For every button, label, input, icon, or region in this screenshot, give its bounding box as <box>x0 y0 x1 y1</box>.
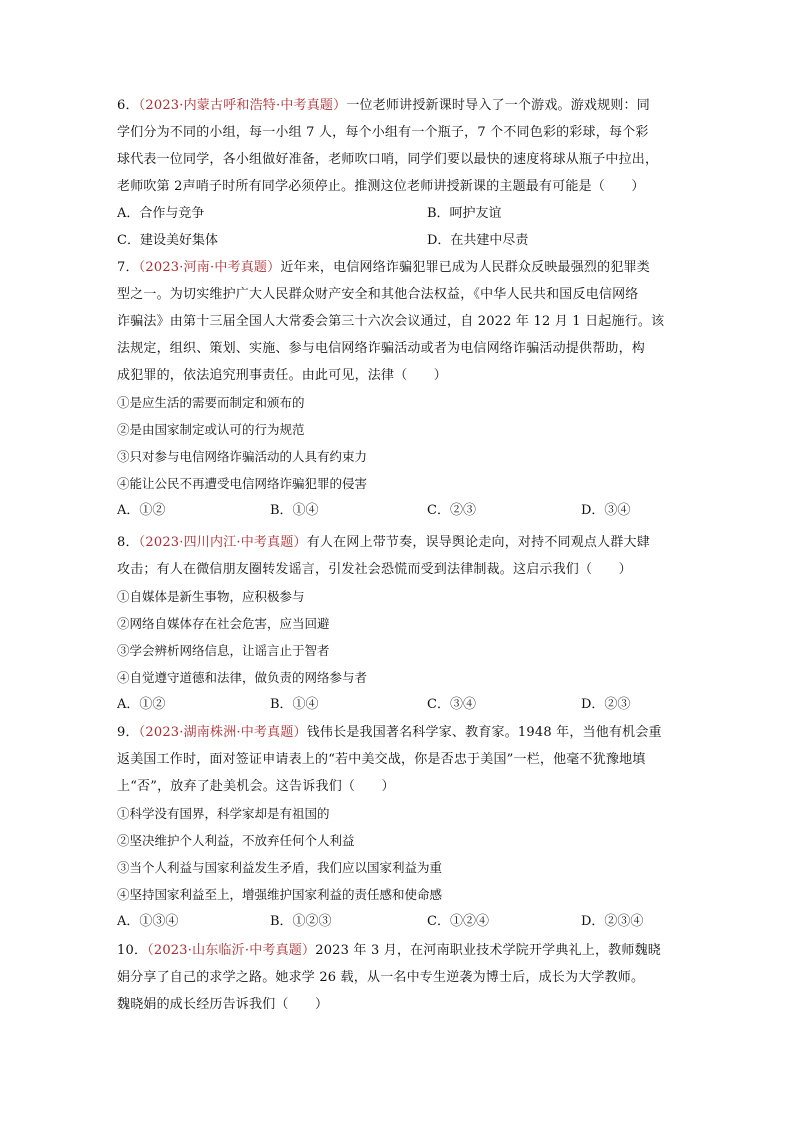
statement: ②网络自媒体存在社会危害，应当回避 <box>117 616 330 631</box>
option-c[interactable]: C．建设美好集体 <box>117 233 218 248</box>
question-source: （2023·内蒙古呼和浩特·中考真题） <box>138 98 347 113</box>
question-text: 钱伟长是我国著名科学家、教育家。1948 年，当他有机会重 <box>306 725 662 740</box>
option-d[interactable]: D．②③ <box>581 697 631 712</box>
question-text: 娟分享了自己的求学之路。她求学 26 载，从一名中专生逆袭为博士后，成长为大学教师。 <box>117 970 645 985</box>
question-text: 老师吹第 2声哨子时所有同学必须停止。推测这位老师讲授新课的主题最有可能是（ ） <box>117 179 645 194</box>
statement: ④能让公民不再遭受电信网络诈骗犯罪的侵害 <box>117 476 368 491</box>
option-b[interactable]: B．呵护友谊 <box>427 206 502 221</box>
question-text: 魏晓娟的成长经历告诉我们（ ） <box>117 997 329 1012</box>
question-text: 成犯罪的，依法追究刑事责任。由此可见，法律（ ） <box>117 368 448 383</box>
statement: ②坚决维护个人利益，不放弃任何个人利益 <box>117 833 355 848</box>
option-a[interactable]: A．①② <box>117 697 166 712</box>
statement: ③当个人利益与国家利益发生矛盾，我们应以国家利益为重 <box>117 860 443 875</box>
question-source: （2023·四川内江·中考真题） <box>138 535 307 550</box>
statement: ①科学没有国界，科学家却是有祖国的 <box>117 806 330 821</box>
question-7 <box>117 254 679 524</box>
question-line <box>117 529 679 556</box>
question-9 <box>117 719 679 935</box>
option-b[interactable]: B．①④ <box>270 503 319 518</box>
question-number: 7． <box>117 260 139 275</box>
option-row <box>117 227 679 254</box>
question-text: 法规定，组织、策划、实施、参与电信网络诈骗活动或者为电信网络诈骗活动提供帮助，构 <box>117 341 646 356</box>
question-line <box>117 937 679 964</box>
question-number: 8． <box>117 535 139 550</box>
question-text: 上“否”，放弃了赴美机会。这告诉我们（ ） <box>117 779 395 794</box>
option-row <box>117 200 679 227</box>
statement: ①自媒体是新生事物，应积极参与 <box>117 589 305 604</box>
question-line <box>117 254 679 281</box>
question-text: 学们分为不同的小组，每一小组 7 人，每个小组有一个瓶子，7 个不同色彩的彩球，每个彩 <box>117 125 649 140</box>
question-text: 攻击；有人在微信朋友圈转发谣言，引发社会恐慌而受到法律制裁。这启示我们（ ） <box>117 562 632 577</box>
statement: ②是由国家制定或认可的行为规范 <box>117 422 305 437</box>
statement: ③只对参与电信网络诈骗活动的人具有约束力 <box>117 449 368 464</box>
option-d[interactable]: D．③④ <box>581 503 631 518</box>
question-text: 返美国工作时，面对签证申请表上的“若中美交战，你是否忠于美国”一栏，他毫不犹豫地填 <box>117 752 646 767</box>
option-a[interactable]: A．①② <box>117 503 166 518</box>
question-text: 球代表一位同学，各小组做好准备，老师吹口哨，同学们要以最快的速度将球从瓶子中拉出， <box>117 152 659 167</box>
question-text: 2023 年 3 月，在河南职业技术学院开学典礼上，教师魏晓 <box>315 943 661 958</box>
option-b[interactable]: B．①②③ <box>270 914 332 929</box>
option-b[interactable]: B．①④ <box>270 697 319 712</box>
question-source: （2023·河南·中考真题） <box>138 260 281 275</box>
question-number: 10． <box>117 943 148 958</box>
option-row <box>117 497 679 524</box>
option-a[interactable]: A．①③④ <box>117 914 179 929</box>
question-6 <box>117 92 679 254</box>
option-d[interactable]: D．②③④ <box>581 914 644 929</box>
statement: ④坚持国家利益至上，增强维护国家利益的责任感和使命感 <box>117 887 443 902</box>
question-text: 型之一。为切实维护广大人民群众财产安全和其他合法权益，《中华人民共和国反电信网络 <box>117 287 639 302</box>
statement: ①是应生活的需要而制定和颁布的 <box>117 395 305 410</box>
question-number: 6． <box>117 98 139 113</box>
question-source: （2023·湖南株洲·中考真题） <box>138 725 307 740</box>
option-d[interactable]: D．在共建中尽责 <box>427 233 529 248</box>
question-line <box>117 719 679 746</box>
option-c[interactable]: C．②③ <box>427 503 476 518</box>
question-text: 诈骗法》由第十三届全国人大常委会第三十六次会议通过，自 2022 年 12 月 1 日起施行。该 <box>117 314 665 329</box>
statement: ③学会辨析网络信息，让谣言止于智者 <box>117 643 330 658</box>
question-8 <box>117 529 679 718</box>
statement: ④自觉遵守道德和法律，做负责的网络参与者 <box>117 670 368 685</box>
question-line <box>117 92 679 119</box>
question-text: 近年来，电信网络诈骗犯罪已成为人民群众反映最强烈的犯罪类 <box>280 260 650 275</box>
option-row <box>117 691 679 718</box>
question-source: （2023·山东临沂·中考真题） <box>147 943 316 958</box>
question-number: 9． <box>117 725 139 740</box>
option-row <box>117 908 679 935</box>
option-c[interactable]: C．③④ <box>427 697 476 712</box>
option-a[interactable]: A．合作与竞争 <box>117 206 205 221</box>
option-c[interactable]: C．①②④ <box>427 914 489 929</box>
question-text: 有人在网上带节奏，误导舆论走向，对持不同观点人群大肆 <box>306 535 650 550</box>
question-text: 一位老师讲授新课时导入了一个游戏。游戏规则：同 <box>346 98 650 113</box>
question-10 <box>117 937 679 1018</box>
